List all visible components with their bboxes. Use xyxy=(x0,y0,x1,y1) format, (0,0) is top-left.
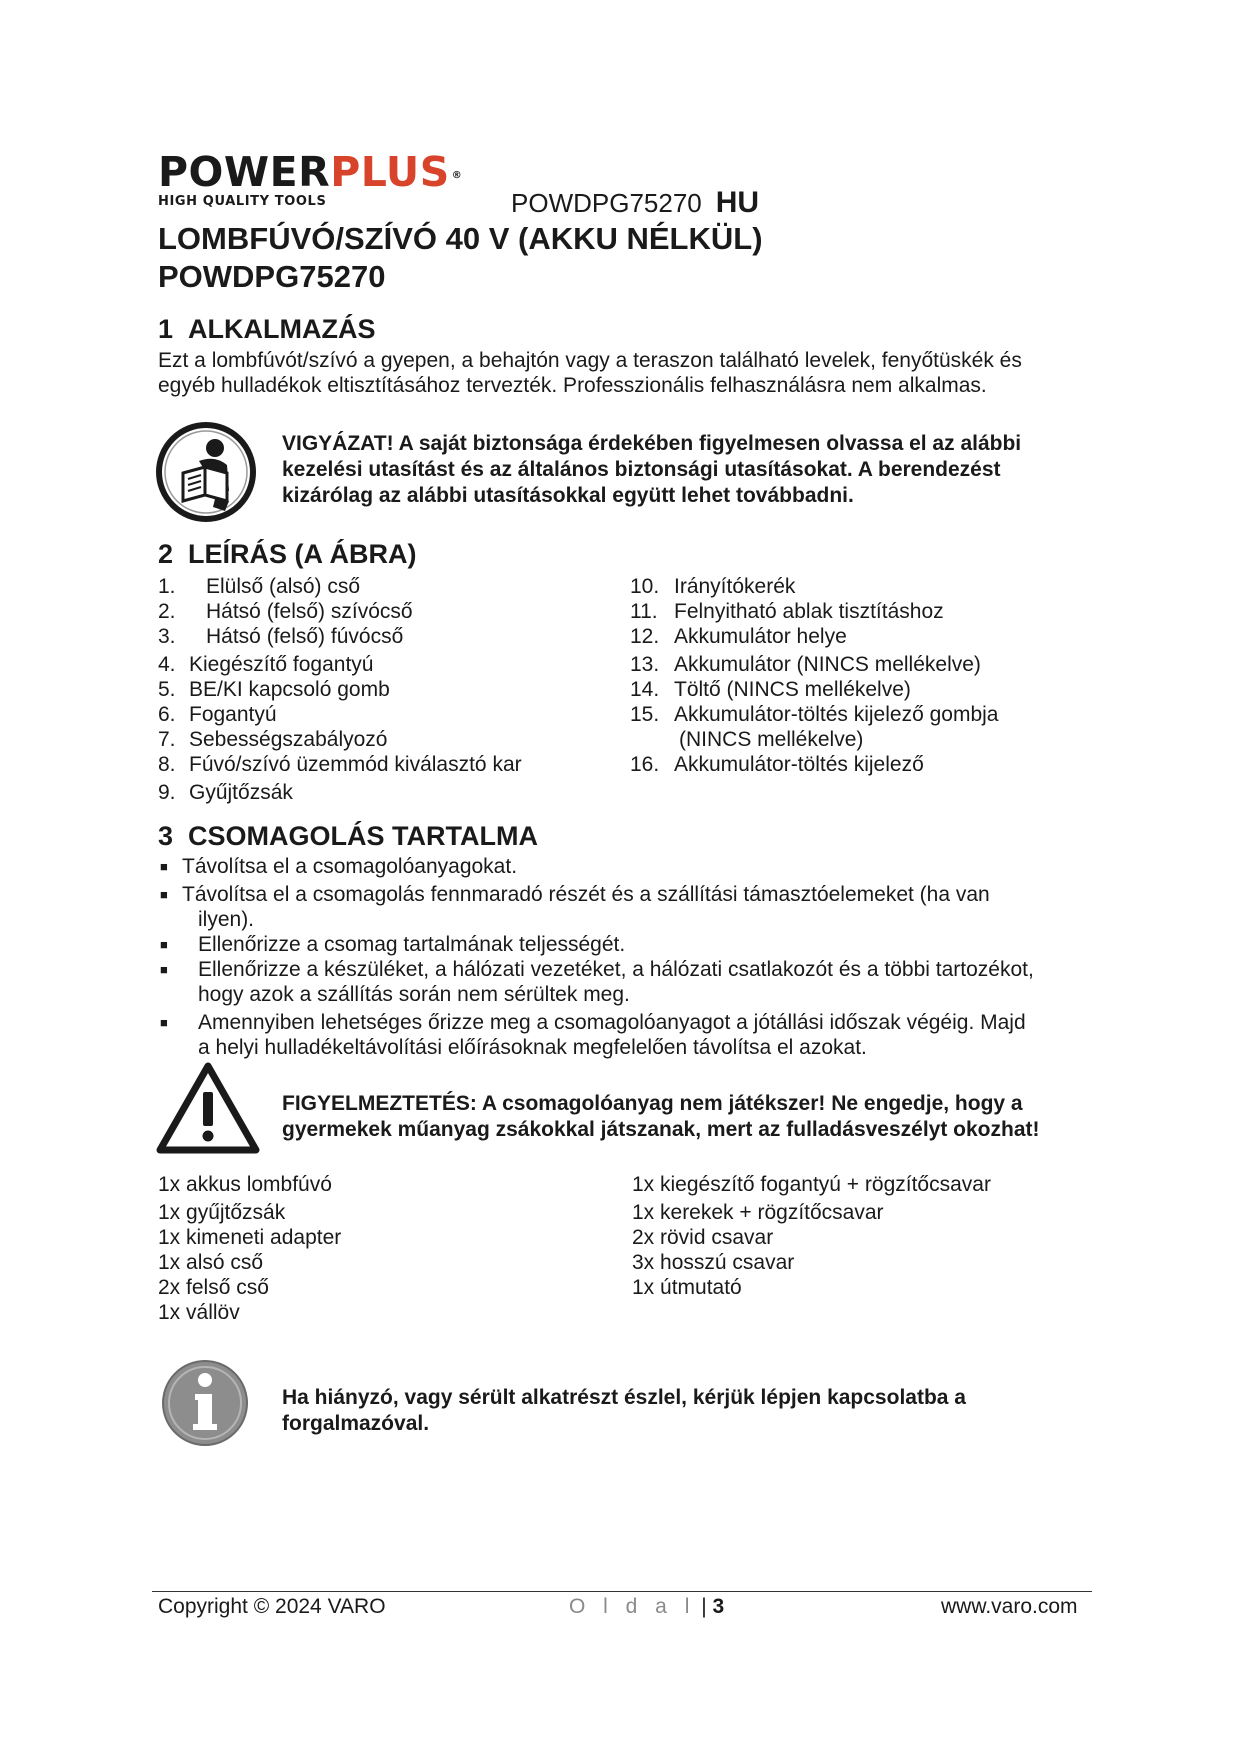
bullet-item: ■ Ellenőrizze a csomag tartalmának teljességét. xyxy=(160,933,626,956)
list-item: 1x akkus lombfúvó xyxy=(158,1173,332,1196)
page-separator: | xyxy=(701,1595,707,1618)
list-item: 1x vállöv xyxy=(158,1301,240,1324)
list-item: 1x alsó cső xyxy=(158,1251,264,1274)
list-item: 3. Hátsó (felső) fúvócső xyxy=(158,625,404,648)
list-item: 15. Akkumulátor-töltés kijelező gombja xyxy=(630,703,999,726)
warning-triangle-icon xyxy=(156,1062,260,1154)
list-item: 7. Sebességszabályozó xyxy=(158,728,388,751)
info-note xyxy=(282,1385,966,1437)
contents-list-right xyxy=(632,1172,991,1300)
list-item: 2x rövid csavar xyxy=(632,1226,774,1249)
list-item: 1x kimeneti adapter xyxy=(158,1226,342,1249)
list-item: 2x felső cső xyxy=(158,1276,269,1299)
section-1-title: ALKALMAZÁS xyxy=(188,314,376,344)
list-item: 1x gyűjtőzsák xyxy=(158,1201,286,1224)
section-1-text xyxy=(158,348,1098,398)
description-list-right xyxy=(630,574,998,777)
packaging-bullet-list xyxy=(158,854,1118,1060)
section-2-number: 2 xyxy=(158,539,174,569)
list-item: 9. Gyűjtőzsák xyxy=(158,781,293,804)
warning-line: gyermekek műanyag zsákokkal játszanak, mert az fulladásveszélyt okozhat! xyxy=(282,1118,1040,1141)
warning-line: VIGYÁZAT! A saját biztonsága érdekében figyelmesen olvassa el az alábbi xyxy=(282,432,1022,455)
header-code: POWDPG75270 xyxy=(511,188,702,218)
section-3-number: 3 xyxy=(158,821,174,851)
packaging-warning xyxy=(282,1091,1040,1143)
warning-line: FIGYELMEZTETÉS: A csomagolóanyag nem játékszer! Ne engedje, hogy a xyxy=(282,1092,1023,1115)
bullet-item: ■ Amennyiben lehetséges őrizze meg a csomagolóanyagot a jótállási időszak végéig. Majd a helyi hulladékeltávolítási előírásoknak megfelelően távolítsa el azokat. xyxy=(160,1011,1026,1059)
list-item: 1x kerekek + rögzítőcsavar xyxy=(632,1201,884,1224)
bullet-item: ■ Távolítsa el a csomagolóanyagokat. xyxy=(160,855,518,878)
footer-page xyxy=(569,1593,724,1621)
section-2-title: LEÍRÁS (A ÁBRA) xyxy=(188,539,417,569)
list-item: 2. Hátsó (felső) szívócső xyxy=(158,600,413,623)
list-item: 16. Akkumulátor-töltés kijelező xyxy=(630,753,924,776)
warning-line: kezelési utasítást és az általános biztonsági utasításokat. A berendezést xyxy=(282,458,1001,481)
logo-plus-text: PLUS xyxy=(330,148,450,196)
page-number: 3 xyxy=(712,1595,725,1618)
list-item: 3x hosszú csavar xyxy=(632,1251,795,1274)
section-1-heading xyxy=(158,314,375,345)
section-3-heading xyxy=(158,821,538,852)
read-manual-warning xyxy=(282,431,1021,509)
list-item: 14. Töltő (NINCS mellékelve) xyxy=(630,678,911,701)
list-item: 11. Felnyitható ablak tisztításhoz xyxy=(630,600,944,623)
info-line: forgalmazóval. xyxy=(282,1412,430,1435)
list-item: 6. Fogantyú xyxy=(158,703,277,726)
header-language: HU xyxy=(715,186,760,219)
footer-website: www.varo.com xyxy=(941,1595,1078,1618)
logo-power-text: POWER xyxy=(158,148,331,196)
page-title-model: POWDPG75270 xyxy=(158,259,386,294)
brand-logo xyxy=(158,150,498,210)
list-item: 1. Elülső (alsó) cső xyxy=(158,575,361,598)
section-1-line: Ezt a lombfúvót/szívó a gyepen, a behajtón vagy a teraszon található levelek, fenyőtüskék és xyxy=(158,349,1022,372)
list-item: 5. BE/KI kapcsoló gomb xyxy=(158,678,390,701)
bullet-item: ■ Távolítsa el a csomagolás fennmaradó részét és a szállítási támasztóelemeket (ha van ilyen). xyxy=(160,883,990,931)
section-1-line: egyéb hulladékok eltisztításához tervezték. Professzionális felhasználásra nem alkalmas. xyxy=(158,374,987,397)
footer-divider xyxy=(152,1591,1092,1592)
logo-registered-mark: ® xyxy=(451,170,463,181)
warning-line: kizárólag az alábbi utasításokkal együtt lehet továbbadni. xyxy=(282,484,854,507)
read-manual-icon xyxy=(155,421,257,523)
contents-list-left xyxy=(158,1172,341,1325)
list-item: (NINCS mellékelve) xyxy=(679,728,864,751)
list-item: 4. Kiegészítő fogantyú xyxy=(158,653,374,676)
info-line: Ha hiányzó, vagy sérült alkatrészt észlel, kérjük lépjen kapcsolatba a xyxy=(282,1386,966,1409)
list-item: 8. Fúvó/szívó üzemmód kiválasztó kar xyxy=(158,753,522,776)
section-3-title: CSOMAGOLÁS TARTALMA xyxy=(188,821,538,851)
list-item: 1x kiegészítő fogantyú + rögzítőcsavar xyxy=(632,1173,991,1196)
header-model-code xyxy=(511,186,759,220)
page-label: O l d a l xyxy=(569,1595,696,1618)
section-1-number: 1 xyxy=(158,314,174,344)
list-item: 12. Akkumulátor helye xyxy=(630,625,847,648)
info-icon xyxy=(160,1358,250,1448)
logo-tagline: HIGH QUALITY TOOLS xyxy=(158,194,327,209)
description-list-left xyxy=(158,574,522,805)
section-2-heading xyxy=(158,539,417,570)
list-item: 1x útmutató xyxy=(632,1276,742,1299)
footer-copyright: Copyright © 2024 VARO xyxy=(158,1595,386,1618)
list-item: 13. Akkumulátor (NINCS mellékelve) xyxy=(630,653,981,676)
bullet-item: ■ Ellenőrizze a készüléket, a hálózati vezetéket, a hálózati csatlakozót és a többi tartozékot, hogy azok a szállítás során nem sérültek meg. xyxy=(160,958,1034,1006)
list-item: 10. Irányítókerék xyxy=(630,575,796,598)
page-title: LOMBFÚVÓ/SZÍVÓ 40 V (AKKU NÉLKÜL) xyxy=(158,221,763,256)
